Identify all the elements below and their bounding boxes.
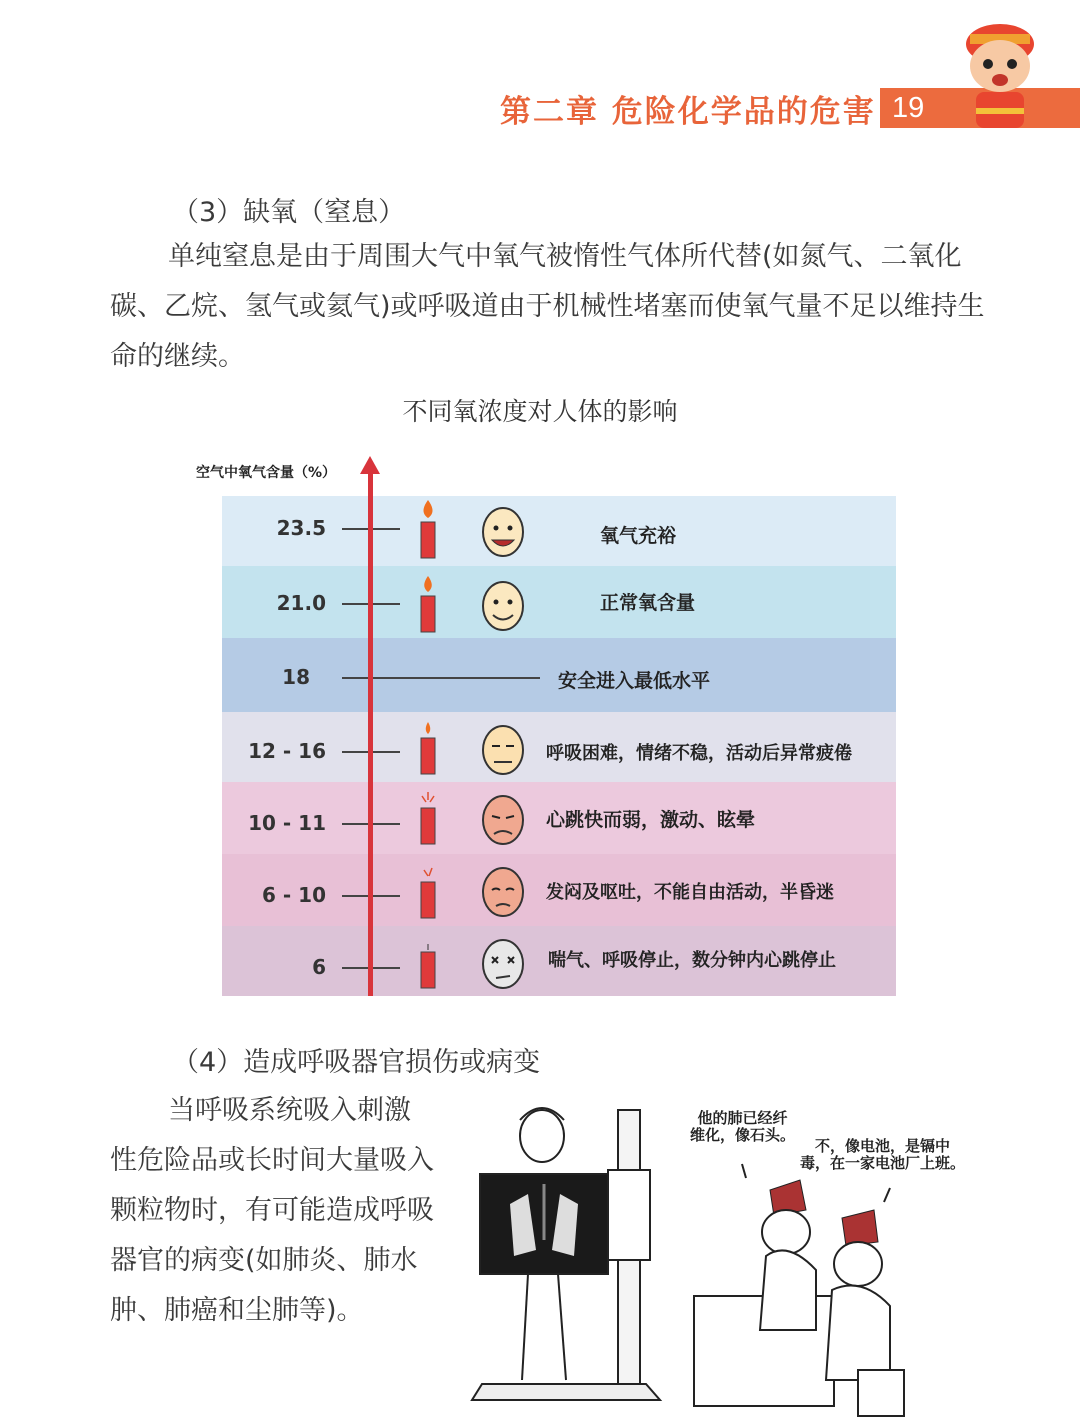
xray-cartoon-illustration <box>470 1100 1070 1420</box>
section-3-line-3: 命的继续。 <box>110 341 245 372</box>
candle-icon <box>418 716 438 776</box>
level-label: 23.5 <box>276 516 326 540</box>
level-label: 18 <box>282 665 310 689</box>
row-description: 发闷及呕吐，不能自由活动，半昏迷 <box>546 882 834 903</box>
level-label: 12 - 16 <box>248 739 326 763</box>
level-label: 10 - 11 <box>248 811 326 835</box>
level-label: 6 <box>312 955 326 979</box>
dizzy-face-icon <box>478 788 528 848</box>
candle-icon <box>418 572 438 634</box>
oxygen-axis <box>368 470 373 996</box>
sick-face-icon <box>478 860 528 920</box>
candle-icon <box>418 860 438 920</box>
figure-caption: 不同氧浓度对人体的影响 <box>402 397 678 426</box>
section-4-line-2: 性危险品或长时间大量吸入 <box>110 1145 434 1176</box>
speech-bubble-2: 不，像电池，是镉中 毒，在一家电池厂上班。 <box>800 1137 966 1172</box>
row-description: 喘气、呼吸停止，数分钟内心跳停止 <box>548 950 836 971</box>
tired-face-icon <box>478 718 528 778</box>
section-3-line-1: 单纯窒息是由于周围大气中氧气被惰性气体所代替(如氮气、二氧化 <box>168 241 962 272</box>
section-4-heading: （4）造成呼吸器官损伤或病变 <box>172 1047 541 1078</box>
chapter-title: 第二章 危险化学品的危害 <box>500 94 876 130</box>
axis-arrow-icon <box>360 456 380 474</box>
oxygen-chart <box>222 496 896 996</box>
section-4-line-5: 肿、肺癌和尘肺等)。 <box>110 1295 364 1326</box>
section-3-line-2: 碳、乙烷、氢气或氦气)或呼吸道由于机械性堵塞而使氧气量不足以维持生 <box>110 291 985 322</box>
row-description: 呼吸困难，情绪不稳，活动后异常疲倦 <box>546 743 852 764</box>
speech-bubble-1: 他的肺已经纤 维化，像石头。 <box>690 1109 796 1144</box>
candle-icon <box>418 498 438 560</box>
happy-face-icon <box>478 500 528 560</box>
row-description: 心跳快而弱，激动、眩晕 <box>546 809 756 831</box>
row-description: 氧气充裕 <box>600 525 677 547</box>
mascot-illustration <box>940 4 1060 134</box>
section-4-line-4: 器官的病变(如肺炎、肺水 <box>110 1245 418 1276</box>
smiling-face-icon <box>478 574 528 634</box>
section-4-line-1: 当呼吸系统吸入刺激 <box>168 1095 411 1126</box>
row-description: 安全进入最低水平 <box>558 670 711 692</box>
level-label: 6 - 10 <box>262 883 326 907</box>
axis-label: 空气中氧气含量（%） <box>196 465 337 481</box>
unconscious-face-icon <box>478 932 528 992</box>
level-label: 21.0 <box>276 591 326 615</box>
section-3-heading: （3）缺氧（窒息） <box>172 197 406 228</box>
candle-icon <box>418 934 438 990</box>
section-4-line-3: 颗粒物时，有可能造成呼吸 <box>110 1195 434 1226</box>
row-description: 正常氧含量 <box>600 592 696 614</box>
page-number: 19 <box>892 92 925 124</box>
candle-icon <box>418 788 438 848</box>
